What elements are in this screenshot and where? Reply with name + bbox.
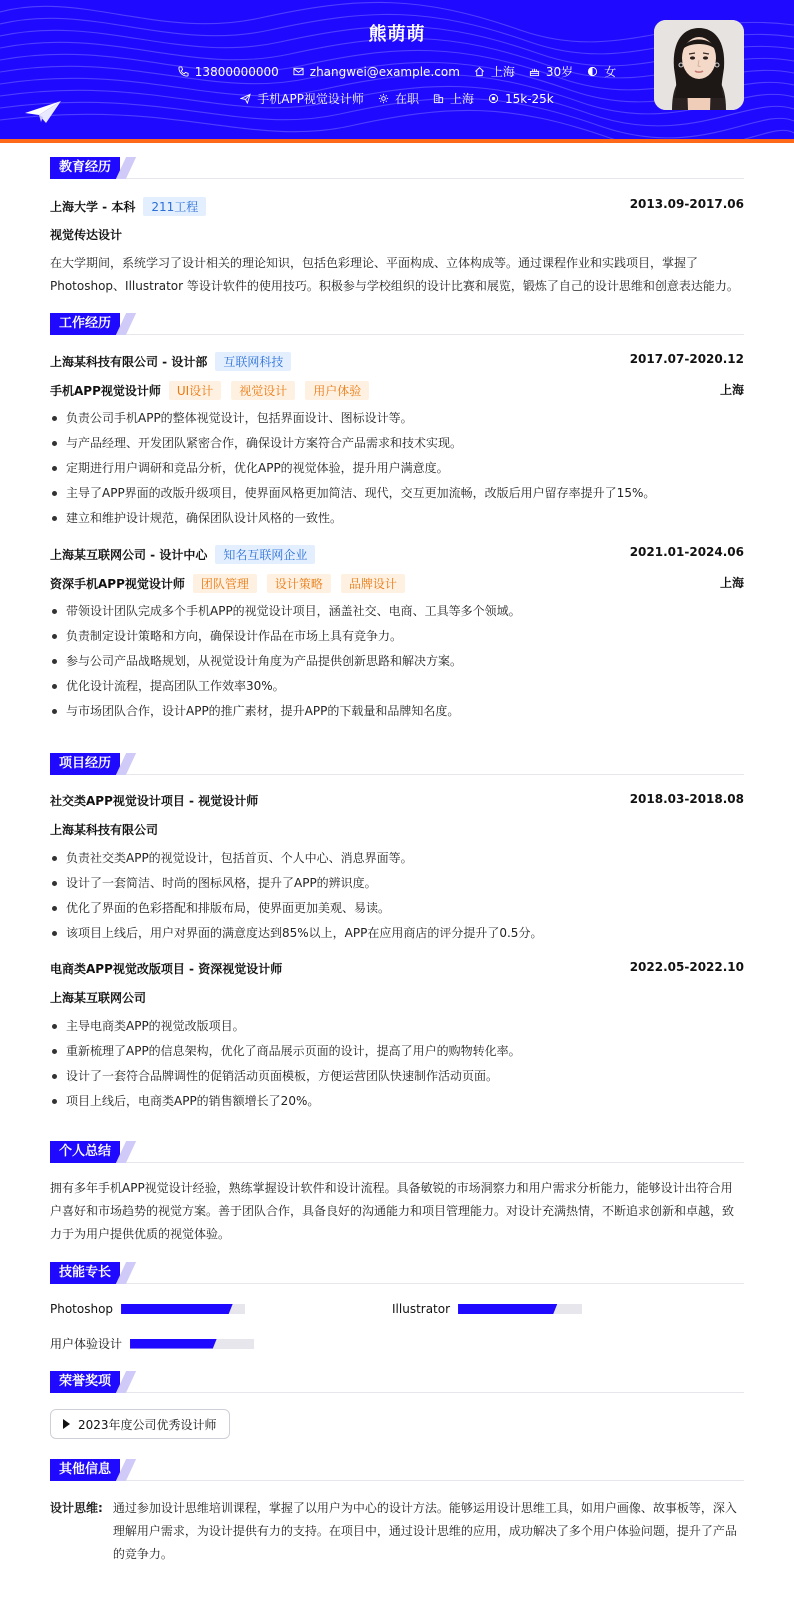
section-title: 技能专长 [50,1262,120,1284]
skill-bar [121,1304,245,1314]
work-entry [50,352,744,531]
paper-plane-icon [24,100,62,124]
skill-bar-fill [130,1339,217,1349]
list-item: 与市场团队合作，设计APP的推广素材，提升APP的下载量和品牌知名度。 [50,699,744,724]
list-item: 主导电商类APP的视觉改版项目。 [50,1014,744,1039]
major-row [50,226,744,244]
skill-tag: 视觉设计 [231,381,295,400]
work-role-wrap [50,574,407,593]
section-header [50,1141,744,1163]
other-info-line: 的竞争力。 [112,1547,173,1561]
project-date: 2018.03-2018.08 [629,792,744,806]
project-date: 2022.05-2022.10 [629,960,744,974]
list-item: 该项目上线后，用户对界面的满意度达到85%以上，APP在应用商店的评分提升了0.5分。 [50,921,744,946]
section-header [50,313,744,335]
role-name: 手机APP视觉设计师 [50,384,161,398]
project-org: 上海某科技有限公司 [50,823,159,837]
skill-item [392,1302,582,1316]
skill-tag: 团队管理 [193,574,257,593]
mail-icon [293,66,304,77]
location-info [474,63,515,80]
project-title: 电商类APP视觉改版项目 - 资深视觉设计师 [50,962,283,976]
section-title: 荣誉奖项 [50,1371,120,1393]
skills-section [50,1262,744,1362]
honors-section [50,1371,744,1451]
section-header [50,1262,744,1284]
skill-tag: 品牌设计 [341,574,405,593]
skill-item [50,1335,254,1352]
work-role-wrap [50,381,371,400]
company-tag: 知名互联网企业 [215,545,315,564]
list-item: 重新梳理了APP的信息架构，优化了商品展示页面的设计，提高了用户的购物转化率。 [50,1039,744,1064]
work-city: 上海 [719,383,744,397]
age-value: 30岁 [545,65,574,79]
project-org: 上海某互联网公司 [50,991,147,1005]
building-icon [433,93,444,104]
education-description: 在大学期间，系统学习了设计相关的理论知识，包括色彩理论、平面构成、立体构成等。通过课程作业和实践项目，掌握了 Photoshop、Illustrator 等设计软件的使用技巧。积极参与学校组织的设计比赛和展览，锻炼了自己的设计思维和创意表达能力。 [50,256,739,293]
play-icon [63,1419,70,1429]
gender-icon [587,66,598,77]
location-value: 上海 [490,65,515,79]
company-name: 上海某科技有限公司 - 设计部 [50,355,208,369]
list-item: 优化设计流程，提高团队工作效率30%。 [50,674,744,699]
summary-section [50,1141,744,1246]
summary-text [50,1177,744,1246]
section-title: 项目经历 [50,753,120,775]
skill-bar-fill [458,1304,557,1314]
skill-name: Photoshop [50,1302,114,1316]
avatar-portrait-image [654,20,744,110]
email-value: zhangwei@example.com [309,64,460,79]
honor-item [50,1409,230,1439]
section-header [50,157,744,179]
coin-icon [488,93,499,104]
major-name: 视觉传达设计 [50,228,123,242]
work-entry [50,545,744,724]
honor-label: 2023年度公司优秀设计师 [78,1417,217,1432]
project-title: 社交类APP视觉设计项目 - 视觉设计师 [50,794,259,808]
project-entry [50,960,744,1114]
salary-value: 15k-25k [504,91,554,106]
work-date: 2021.01-2024.06 [629,545,744,559]
skill-tag: 用户体验 [305,381,369,400]
list-item: 负责制定设计策略和方向，确保设计作品在市场上具有竞争力。 [50,624,744,649]
summary-line: 拥有多年手机APP视觉设计经验，熟练掌握设计软件和设计流程。具备敏锐的市场洞察力和用户需求分析能力，能够设计出符合用 [50,1181,733,1195]
list-item: 项目上线后，电商类APP的销售额增长了20%。 [50,1089,744,1114]
work-date: 2017.07-2020.12 [629,352,744,366]
role-name: 资深手机APP视觉设计师 [50,577,185,591]
list-item: 设计了一套简洁、时尚的图标风格，提升了APP的辨识度。 [50,871,744,896]
work-city: 上海 [719,576,744,590]
send-icon [240,93,251,104]
work-section [50,313,744,724]
work-duties-list [50,599,744,724]
other-info-value [113,1497,737,1566]
education-row [50,197,744,215]
project-items-list [50,1014,744,1114]
other-section [50,1459,744,1609]
status-info [378,90,419,107]
list-item: 设计了一套符合品牌调性的促销活动页面模板，方便运营团队快速制作活动页面。 [50,1064,744,1089]
work-role-row [50,574,744,592]
email-info [293,65,460,79]
section-title: 教育经历 [50,157,120,179]
project-title-row [50,792,744,810]
avatar [654,20,744,110]
work-duties-list [50,406,744,531]
age-info [529,63,573,80]
skill-name: Illustrator [392,1302,451,1316]
section-title: 其他信息 [50,1459,120,1481]
work-company-row [50,352,744,370]
work-company-wrap [50,352,291,371]
target-city-info [433,90,474,107]
school-name: 上海大学 - 本科 [50,200,136,214]
list-item: 与产品经理、开发团队紧密合作，确保设计方案符合产品需求和技术实现。 [50,431,744,456]
status-value: 在职 [394,92,419,106]
position-info [240,90,364,107]
phone-icon [178,66,189,77]
position-value: 手机APP视觉设计师 [257,92,364,106]
work-company-row [50,545,744,563]
gender-value: 女 [604,65,617,79]
resume-header [0,0,794,143]
phone-info [178,65,279,79]
education-school-wrap [50,197,206,216]
summary-line: 户喜好和市场趋势的视觉方案。善于团队合作，具备良好的沟通能力和项目管理能力。对设计充满热情，不断追求创新和卓越，致 [50,1204,735,1218]
company-name: 上海某互联网公司 - 设计中心 [50,548,208,562]
skill-name: 用户体验设计 [50,1337,123,1351]
list-item: 建立和维护设计规范，确保团队设计风格的一致性。 [50,506,744,531]
section-header [50,1459,744,1481]
education-section [50,157,744,298]
skill-bar [458,1304,582,1314]
target-city-value: 上海 [449,92,474,106]
work-company-wrap [50,545,315,564]
skill-tag: 设计策略 [267,574,331,593]
list-item: 参与公司产品战略规划，从视觉设计角度为产品提供创新思路和解决方案。 [50,649,744,674]
summary-line: 力于为用户提供优质的视觉体验。 [50,1227,231,1241]
project-org-row [50,989,744,1007]
section-header [50,1371,744,1393]
section-title: 工作经历 [50,313,120,335]
phone-value: 13800000000 [194,64,279,79]
skill-tag: UI设计 [169,381,221,400]
list-item: 定期进行用户调研和竞品分析，优化APP的视觉体验，提升用户满意度。 [50,456,744,481]
projects-section [50,753,744,1114]
gender-info [587,63,616,80]
list-item: 优化了界面的色彩搭配和排版布局，使界面更加美观、易读。 [50,896,744,921]
skill-item [50,1302,245,1316]
list-item: 主导了APP界面的改版升级项目，使界面风格更加简洁、现代，交互更加流畅，改版后用户留存率提升了15%。 [50,481,744,506]
other-info-row [50,1497,744,1566]
education-date: 2013.09-2017.06 [629,197,744,211]
company-tag: 互联网科技 [215,352,291,371]
section-title: 个人总结 [50,1141,120,1163]
home-icon [474,66,485,77]
list-item: 带领设计团队完成多个手机APP的视觉设计项目，涵盖社交、电商、工具等多个领域。 [50,599,744,624]
section-header [50,753,744,775]
list-item: 负责社交类APP的视觉设计，包括首页、个人中心、消息界面等。 [50,846,744,871]
project-org-row [50,821,744,839]
gear-icon [378,93,389,104]
list-item: 负责公司手机APP的整体视觉设计，包括界面设计、图标设计等。 [50,406,744,431]
skill-bar-fill [121,1304,233,1314]
other-info-line: 通过参加设计思维培训课程，掌握了以用户为中心的设计方法。能够运用设计思维工具，如用户画像、故事板等，深入 [112,1501,737,1515]
skill-bar [130,1339,254,1349]
other-info-line: 理解用户需求，为设计提供有力的支持。在项目中，通过设计思维的应用，成功解决了多个用户体验问题，提升了产品 [112,1524,737,1538]
other-info-key: 设计思维: [50,1501,103,1515]
project-entry [50,792,744,946]
salary-info [488,92,554,106]
cake-icon [529,66,540,77]
project-title-row [50,960,744,978]
school-tag: 211工程 [143,197,206,216]
work-role-row [50,381,744,399]
project-items-list [50,846,744,946]
candidate-name: 熊萌萌 [368,24,426,45]
